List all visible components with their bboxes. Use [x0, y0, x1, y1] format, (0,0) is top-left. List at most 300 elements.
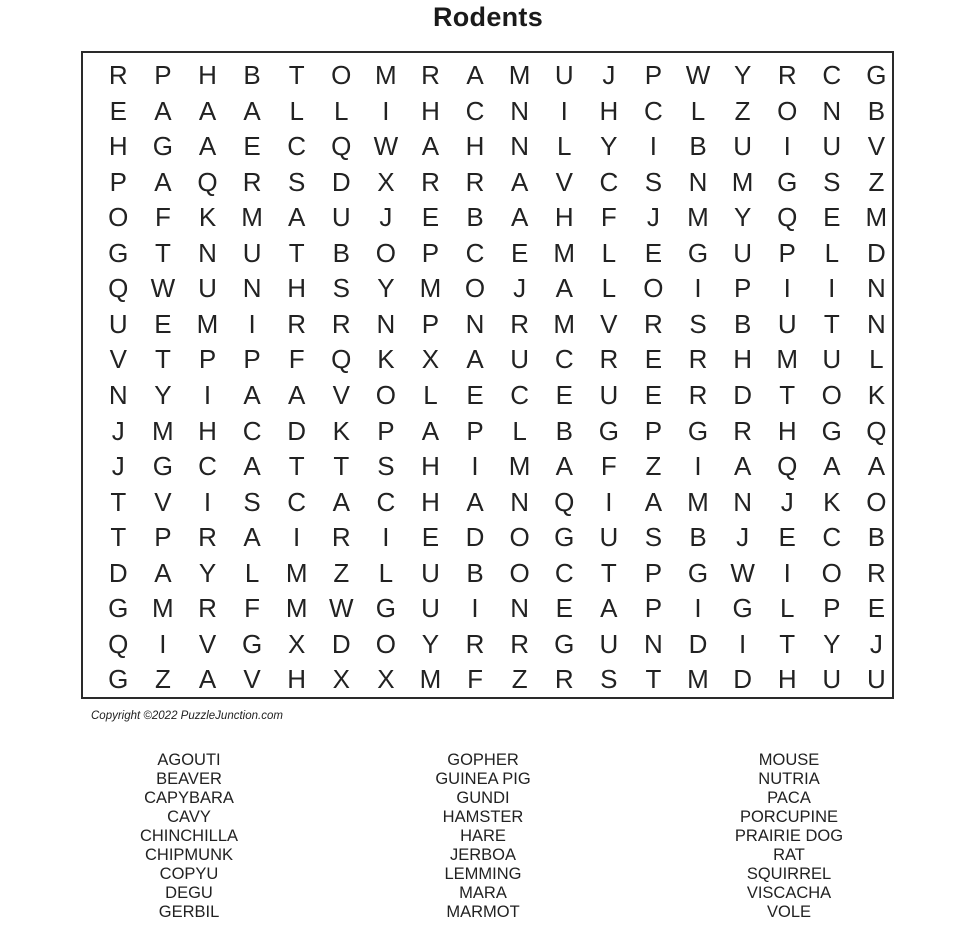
grid-letter[interactable]: L [601, 237, 617, 268]
grid-letter[interactable]: A [733, 451, 752, 482]
grid-letter[interactable]: U [777, 308, 797, 339]
grid-letter[interactable]: H [421, 486, 440, 517]
grid-letter[interactable]: U [554, 60, 574, 90]
grid-letter[interactable]: E [823, 202, 841, 233]
grid-letter[interactable]: E [421, 522, 440, 553]
grid-letter[interactable]: J [111, 415, 125, 446]
grid-letter[interactable]: E [421, 202, 440, 233]
grid-letter[interactable]: D [867, 237, 886, 268]
grid-letter[interactable]: B [243, 60, 261, 90]
grid-letter[interactable]: U [733, 131, 752, 162]
grid-letter[interactable]: L [244, 557, 260, 588]
grid-letter[interactable]: H [554, 202, 574, 233]
grid-letter[interactable]: W [730, 557, 755, 588]
grid-letter[interactable]: H [421, 95, 440, 126]
grid-letter[interactable]: V [154, 486, 172, 517]
grid-letter[interactable]: A [198, 664, 217, 695]
grid-letter[interactable]: F [244, 593, 261, 624]
grid-letter[interactable]: K [198, 202, 217, 233]
grid-letter[interactable]: C [376, 486, 396, 517]
grid-letter[interactable]: E [555, 593, 573, 624]
grid-letter[interactable]: N [644, 628, 663, 659]
grid-letter[interactable]: R [777, 60, 797, 90]
grid-letter[interactable]: A [644, 486, 663, 517]
grid-letter[interactable]: R [733, 415, 752, 446]
grid-letter[interactable]: F [154, 202, 171, 233]
grid-letter[interactable]: G [866, 60, 887, 90]
grid-letter[interactable]: D [688, 628, 708, 659]
grid-letter[interactable]: L [423, 379, 438, 410]
grid-letter[interactable]: J [379, 202, 393, 233]
grid-letter[interactable]: C [599, 166, 619, 197]
grid-letter[interactable]: I [783, 557, 791, 588]
grid-letter[interactable]: D [733, 664, 752, 695]
grid-letter[interactable]: I [159, 628, 167, 659]
grid-letter[interactable]: G [375, 593, 396, 624]
grid-letter[interactable]: I [649, 131, 658, 162]
grid-letter[interactable]: P [421, 308, 440, 339]
grid-letter[interactable]: H [421, 451, 440, 482]
grid-letter[interactable]: B [466, 557, 484, 588]
grid-letter[interactable]: R [331, 308, 351, 339]
grid-letter[interactable]: R [465, 628, 485, 659]
grid-letter[interactable]: T [333, 451, 350, 482]
grid-letter[interactable]: E [778, 522, 796, 553]
grid-letter[interactable]: O [866, 486, 887, 517]
grid-letter[interactable]: I [293, 522, 301, 553]
grid-letter[interactable]: U [421, 593, 440, 624]
grid-letter[interactable]: J [869, 628, 883, 659]
grid-letter[interactable]: A [466, 486, 484, 517]
grid-letter[interactable]: D [331, 166, 351, 197]
grid-letter[interactable]: A [243, 451, 261, 482]
grid-letter[interactable]: J [736, 522, 750, 553]
grid-letter[interactable]: R [421, 60, 440, 90]
grid-letter[interactable]: C [465, 95, 485, 126]
grid-letter[interactable]: R [108, 60, 128, 90]
grid-letter[interactable]: H [287, 273, 307, 304]
grid-letter[interactable]: B [867, 522, 886, 553]
grid-letter[interactable]: G [687, 237, 709, 268]
grid-letter[interactable]: L [601, 273, 617, 304]
grid-letter[interactable]: H [198, 60, 217, 90]
grid-letter[interactable]: J [780, 486, 794, 517]
grid-letter[interactable]: V [555, 166, 573, 197]
grid-letter[interactable]: L [334, 95, 349, 126]
grid-letter[interactable]: M [152, 593, 174, 624]
grid-letter[interactable]: S [377, 451, 395, 482]
grid-letter[interactable]: P [109, 166, 127, 197]
grid-letter[interactable]: N [510, 593, 530, 624]
grid-letter[interactable]: N [867, 273, 886, 304]
grid-letter[interactable]: F [467, 664, 483, 695]
grid-letter[interactable]: I [694, 273, 702, 304]
grid-letter[interactable]: I [738, 628, 747, 659]
grid-letter[interactable]: N [198, 237, 217, 268]
grid-letter[interactable]: T [779, 628, 796, 659]
grid-letter[interactable]: N [733, 486, 752, 517]
grid-letter[interactable]: M [285, 557, 308, 588]
grid-letter[interactable]: K [377, 344, 395, 375]
grid-letter[interactable]: Z [645, 451, 662, 482]
grid-letter[interactable]: J [602, 60, 616, 90]
grid-letter[interactable]: U [867, 664, 886, 695]
grid-letter[interactable]: O [464, 273, 486, 304]
grid-letter[interactable]: C [242, 415, 262, 446]
grid-letter[interactable]: G [554, 522, 575, 553]
grid-letter[interactable]: U [733, 237, 752, 268]
grid-letter[interactable]: H [287, 664, 307, 695]
grid-letter[interactable]: C [554, 344, 574, 375]
grid-letter[interactable]: R [331, 522, 351, 553]
grid-letter[interactable]: H [198, 415, 217, 446]
grid-letter[interactable]: L [512, 415, 527, 446]
grid-letter[interactable]: Y [198, 557, 217, 588]
grid-letter[interactable]: E [644, 379, 663, 410]
grid-letter[interactable]: Q [331, 344, 352, 375]
grid-letter[interactable]: E [154, 308, 172, 339]
grid-letter[interactable]: O [509, 522, 530, 553]
grid-letter[interactable]: R [867, 557, 886, 588]
grid-letter[interactable]: G [108, 593, 129, 624]
grid-letter[interactable]: X [332, 664, 350, 695]
grid-letter[interactable]: G [152, 131, 173, 162]
grid-letter[interactable]: L [557, 131, 572, 162]
grid-letter[interactable]: G [687, 557, 709, 588]
grid-letter[interactable]: A [243, 95, 261, 126]
grid-letter[interactable]: G [598, 415, 619, 446]
grid-letter[interactable]: A [421, 131, 440, 162]
grid-letter[interactable]: U [421, 557, 440, 588]
grid-letter[interactable]: Q [777, 202, 798, 233]
grid-letter[interactable]: I [694, 451, 702, 482]
grid-letter[interactable]: M [152, 415, 174, 446]
grid-letter[interactable]: B [466, 202, 484, 233]
grid-letter[interactable]: C [287, 131, 307, 162]
grid-letter[interactable]: Q [777, 451, 798, 482]
grid-letter[interactable]: P [823, 593, 841, 624]
grid-letter[interactable]: D [331, 628, 351, 659]
grid-letter[interactable]: G [777, 166, 798, 197]
grid-letter[interactable]: I [560, 95, 568, 126]
grid-letter[interactable]: W [685, 60, 711, 90]
grid-letter[interactable]: Y [823, 628, 841, 659]
grid-letter[interactable]: I [783, 131, 791, 162]
grid-letter[interactable]: P [377, 415, 395, 446]
grid-letter[interactable]: S [689, 308, 707, 339]
grid-letter[interactable]: S [644, 522, 663, 553]
grid-letter[interactable]: A [154, 557, 172, 588]
grid-letter[interactable]: O [821, 557, 842, 588]
grid-letter[interactable]: A [867, 451, 886, 482]
grid-letter[interactable]: N [510, 131, 530, 162]
grid-letter[interactable]: D [465, 522, 485, 553]
grid-letter[interactable]: S [600, 664, 618, 695]
grid-letter[interactable]: P [644, 415, 663, 446]
grid-letter[interactable]: E [644, 344, 663, 375]
grid-letter[interactable]: I [471, 451, 479, 482]
grid-letter[interactable]: Q [108, 628, 129, 659]
grid-letter[interactable]: A [198, 131, 217, 162]
grid-letter[interactable]: C [198, 451, 217, 482]
grid-letter[interactable]: G [241, 628, 263, 659]
grid-letter[interactable]: Y [733, 202, 752, 233]
grid-letter[interactable]: N [108, 379, 128, 410]
grid-letter[interactable]: M [553, 237, 576, 268]
grid-letter[interactable]: V [867, 131, 886, 162]
grid-letter[interactable]: E [109, 95, 127, 126]
grid-letter[interactable]: A [198, 95, 217, 126]
grid-letter[interactable]: J [513, 273, 527, 304]
grid-letter[interactable]: U [599, 522, 619, 553]
grid-letter[interactable]: B [689, 522, 707, 553]
grid-letter[interactable]: R [688, 344, 708, 375]
grid-letter[interactable]: R [421, 166, 440, 197]
grid-letter[interactable]: Q [197, 166, 218, 197]
grid-letter[interactable]: E [644, 237, 663, 268]
grid-letter[interactable]: R [644, 308, 663, 339]
grid-letter[interactable]: C [822, 60, 842, 90]
grid-letter[interactable]: I [694, 593, 702, 624]
grid-letter[interactable]: O [375, 628, 396, 659]
grid-letter[interactable]: P [778, 237, 796, 268]
grid-letter[interactable]: S [823, 166, 841, 197]
grid-letter[interactable]: A [466, 60, 484, 90]
grid-letter[interactable]: P [644, 593, 663, 624]
grid-letter[interactable]: P [466, 415, 484, 446]
grid-letter[interactable]: Q [108, 273, 129, 304]
grid-letter[interactable]: P [644, 60, 663, 90]
grid-letter[interactable]: O [821, 379, 842, 410]
grid-letter[interactable]: H [777, 664, 797, 695]
grid-letter[interactable]: K [823, 486, 841, 517]
grid-letter[interactable]: P [421, 237, 440, 268]
grid-letter[interactable]: R [554, 664, 574, 695]
grid-letter[interactable]: G [108, 237, 129, 268]
grid-letter[interactable]: O [108, 202, 129, 233]
grid-letter[interactable]: R [465, 166, 485, 197]
grid-letter[interactable]: B [555, 415, 573, 446]
grid-letter[interactable]: O [643, 273, 664, 304]
grid-letter[interactable]: C [554, 557, 574, 588]
grid-letter[interactable]: N [242, 273, 262, 304]
grid-letter[interactable]: I [382, 522, 390, 553]
grid-letter[interactable]: I [471, 593, 479, 624]
grid-letter[interactable]: Y [377, 273, 395, 304]
grid-letter[interactable]: Y [733, 60, 752, 90]
grid-letter[interactable]: V [109, 344, 127, 375]
grid-letter[interactable]: B [332, 237, 350, 268]
grid-letter[interactable]: V [243, 664, 261, 695]
grid-letter[interactable]: Q [331, 131, 352, 162]
grid-letter[interactable]: Z [868, 166, 885, 197]
grid-letter[interactable]: Q [866, 415, 887, 446]
grid-letter[interactable]: O [331, 60, 352, 90]
grid-letter[interactable]: L [289, 95, 304, 126]
grid-letter[interactable]: P [198, 344, 217, 375]
grid-letter[interactable]: D [733, 379, 752, 410]
grid-letter[interactable]: U [331, 202, 351, 233]
grid-letter[interactable]: T [823, 308, 840, 339]
grid-letter[interactable]: R [287, 308, 307, 339]
grid-letter[interactable]: Z [511, 664, 528, 695]
grid-letter[interactable]: C [287, 486, 307, 517]
grid-letter[interactable]: Z [154, 664, 171, 695]
grid-letter[interactable]: W [373, 131, 399, 162]
grid-letter[interactable]: N [510, 95, 530, 126]
grid-letter[interactable]: U [198, 273, 217, 304]
grid-letter[interactable]: P [243, 344, 261, 375]
grid-letter[interactable]: N [465, 308, 485, 339]
grid-letter[interactable]: M [419, 664, 442, 695]
grid-letter[interactable]: A [823, 451, 841, 482]
grid-letter[interactable]: E [466, 379, 484, 410]
grid-letter[interactable]: T [779, 379, 796, 410]
grid-letter[interactable]: A [154, 95, 172, 126]
grid-letter[interactable]: Y [154, 379, 172, 410]
grid-letter[interactable]: M [375, 60, 397, 90]
grid-letter[interactable]: V [600, 308, 618, 339]
grid-letter[interactable]: I [783, 273, 791, 304]
grid-letter[interactable]: Y [600, 131, 618, 162]
grid-letter[interactable]: M [241, 202, 263, 233]
grid-letter[interactable]: R [242, 166, 262, 197]
grid-letter[interactable]: L [869, 344, 884, 375]
grid-letter[interactable]: L [824, 237, 840, 268]
grid-letter[interactable]: X [377, 664, 395, 695]
grid-letter[interactable]: N [688, 166, 708, 197]
grid-letter[interactable]: F [288, 344, 305, 375]
grid-letter[interactable]: X [377, 166, 395, 197]
grid-letter[interactable]: K [332, 415, 350, 446]
grid-letter[interactable]: H [465, 131, 485, 162]
grid-letter[interactable]: U [510, 344, 530, 375]
grid-letter[interactable]: V [332, 379, 350, 410]
grid-letter[interactable]: U [822, 344, 842, 375]
grid-letter[interactable]: S [288, 166, 306, 197]
grid-letter[interactable]: G [554, 628, 575, 659]
grid-letter[interactable]: J [111, 451, 125, 482]
grid-letter[interactable]: U [108, 308, 128, 339]
grid-letter[interactable]: T [288, 451, 305, 482]
grid-letter[interactable]: C [510, 379, 530, 410]
grid-letter[interactable]: I [828, 273, 836, 304]
grid-letter[interactable]: M [776, 344, 799, 375]
grid-letter[interactable]: T [288, 237, 305, 268]
grid-letter[interactable]: H [733, 344, 752, 375]
grid-letter[interactable]: U [599, 379, 619, 410]
grid-letter[interactable]: S [332, 273, 350, 304]
grid-letter[interactable]: E [867, 593, 886, 624]
grid-letter[interactable]: N [376, 308, 396, 339]
grid-letter[interactable]: M [687, 486, 709, 517]
grid-letter[interactable]: T [645, 664, 662, 695]
grid-letter[interactable]: B [689, 131, 707, 162]
grid-letter[interactable]: A [600, 593, 618, 624]
grid-letter[interactable]: U [822, 664, 842, 695]
grid-letter[interactable]: W [328, 593, 354, 624]
grid-letter[interactable]: O [375, 237, 396, 268]
grid-letter[interactable]: C [644, 95, 663, 126]
grid-letter[interactable]: F [600, 451, 617, 482]
grid-letter[interactable]: O [509, 557, 530, 588]
grid-letter[interactable]: H [777, 415, 797, 446]
grid-letter[interactable]: A [288, 202, 306, 233]
grid-letter[interactable]: N [822, 95, 842, 126]
grid-letter[interactable]: O [375, 379, 396, 410]
grid-letter[interactable]: T [600, 557, 617, 588]
grid-letter[interactable]: Z [333, 557, 350, 588]
grid-letter[interactable]: E [243, 131, 261, 162]
grid-letter[interactable]: R [599, 344, 619, 375]
grid-letter[interactable]: M [196, 308, 219, 339]
grid-letter[interactable]: I [203, 486, 212, 517]
grid-letter[interactable]: Z [734, 95, 751, 126]
grid-letter[interactable]: W [150, 273, 176, 304]
grid-letter[interactable]: I [203, 379, 212, 410]
grid-letter[interactable]: J [646, 202, 660, 233]
grid-letter[interactable]: M [687, 664, 709, 695]
grid-letter[interactable]: V [198, 628, 217, 659]
grid-letter[interactable]: A [555, 451, 573, 482]
grid-letter[interactable]: G [687, 415, 709, 446]
grid-letter[interactable]: M [508, 451, 531, 482]
grid-letter[interactable]: A [510, 202, 529, 233]
grid-letter[interactable]: A [421, 415, 440, 446]
grid-letter[interactable]: A [510, 166, 529, 197]
grid-letter[interactable]: M [553, 308, 576, 339]
grid-letter[interactable]: A [243, 522, 261, 553]
grid-letter[interactable]: N [510, 486, 530, 517]
grid-letter[interactable]: G [821, 415, 842, 446]
grid-letter[interactable]: P [154, 522, 172, 553]
grid-letter[interactable]: T [288, 60, 305, 90]
grid-letter[interactable]: A [466, 344, 484, 375]
grid-letter[interactable]: A [332, 486, 350, 517]
grid-letter[interactable]: U [242, 237, 262, 268]
grid-letter[interactable]: E [555, 379, 573, 410]
grid-letter[interactable]: N [867, 308, 886, 339]
grid-letter[interactable]: P [644, 557, 663, 588]
grid-letter[interactable]: A [288, 379, 306, 410]
grid-letter[interactable]: H [599, 95, 619, 126]
grid-letter[interactable]: R [510, 308, 530, 339]
grid-letter[interactable]: T [154, 237, 171, 268]
grid-letter[interactable]: U [822, 131, 842, 162]
grid-letter[interactable]: U [599, 628, 619, 659]
grid-letter[interactable]: Q [554, 486, 575, 517]
grid-letter[interactable]: L [378, 557, 394, 588]
grid-letter[interactable]: E [510, 237, 529, 268]
grid-letter[interactable]: L [779, 593, 795, 624]
grid-letter[interactable]: L [690, 95, 706, 126]
grid-letter[interactable]: H [108, 131, 128, 162]
grid-letter[interactable]: Y [421, 628, 440, 659]
grid-letter[interactable]: F [600, 202, 617, 233]
grid-letter[interactable]: G [732, 593, 753, 624]
grid-letter[interactable]: O [777, 95, 798, 126]
grid-letter[interactable]: R [198, 522, 217, 553]
grid-letter[interactable]: M [419, 273, 442, 304]
grid-letter[interactable]: I [605, 486, 613, 517]
grid-letter[interactable]: R [688, 379, 708, 410]
grid-letter[interactable]: G [152, 451, 173, 482]
grid-letter[interactable]: P [154, 60, 172, 90]
grid-letter[interactable]: S [243, 486, 261, 517]
grid-letter[interactable]: M [865, 202, 888, 233]
grid-letter[interactable]: M [687, 202, 709, 233]
grid-letter[interactable]: C [822, 522, 842, 553]
